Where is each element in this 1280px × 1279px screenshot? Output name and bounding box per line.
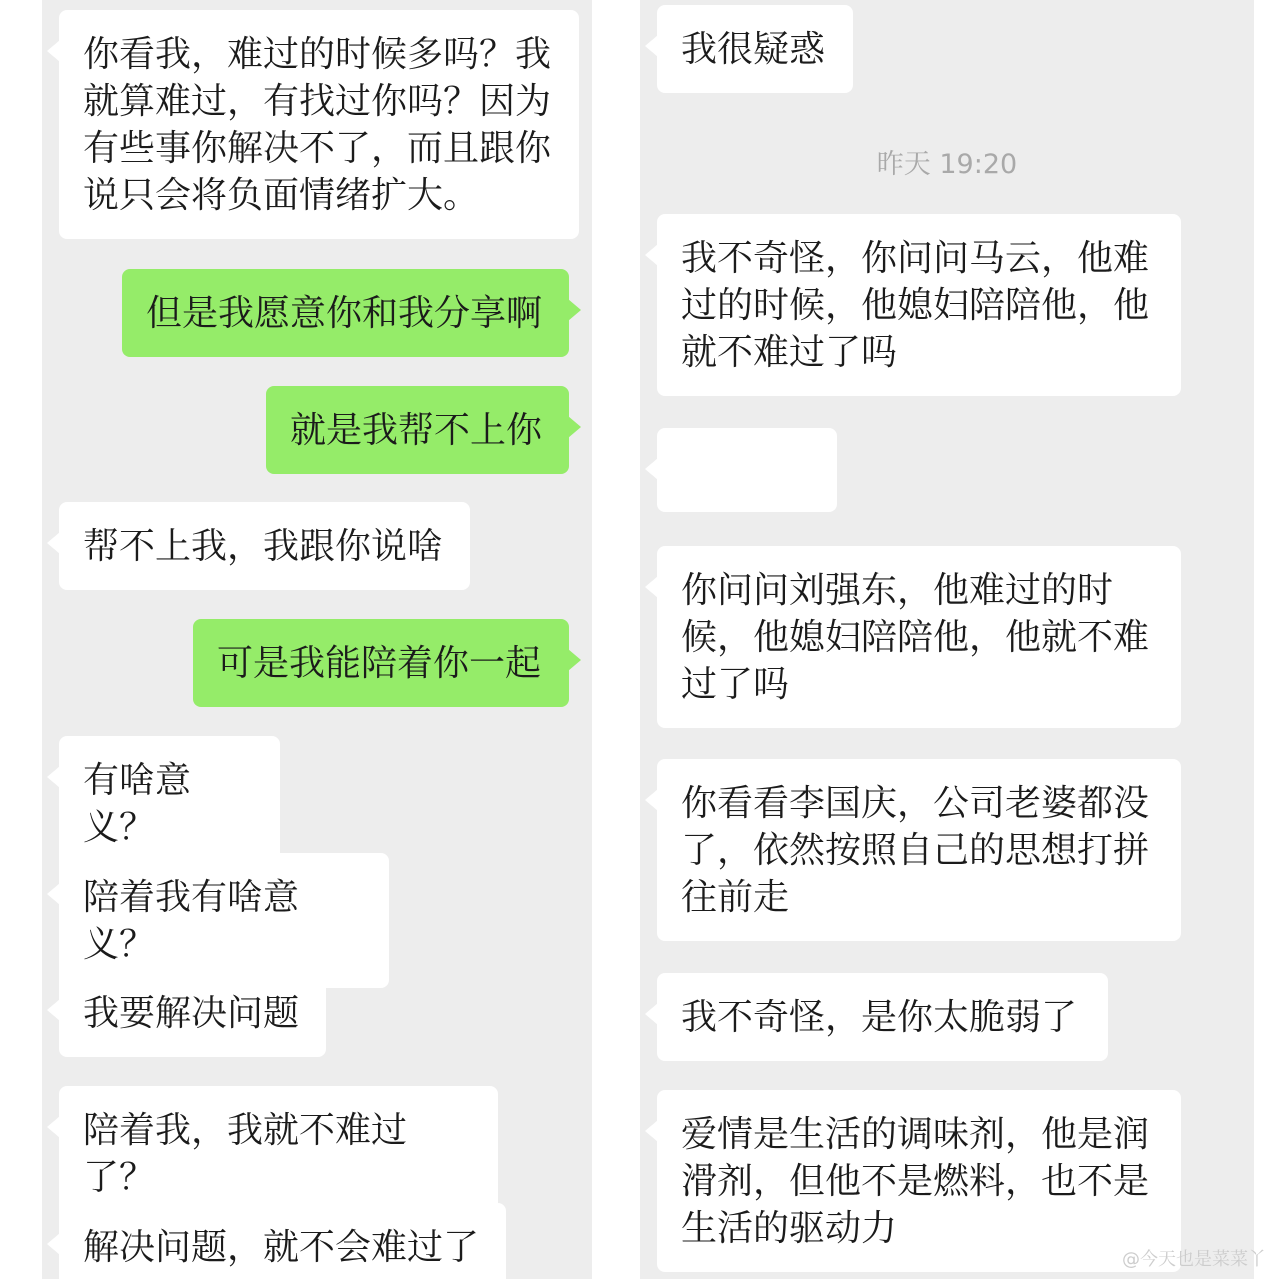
message-bubble-incoming[interactable]: 解决问题，就不会难过了 <box>59 1203 506 1279</box>
message-bubble-outgoing[interactable]: 就是我帮不上你 <box>266 386 569 474</box>
message-bubble-incoming[interactable]: 我要解决问题 <box>59 969 326 1057</box>
watermark: @今天也是菜菜丫 <box>1122 1249 1266 1270</box>
chat-timestamp: 昨天 19:20 <box>876 149 1018 180</box>
message-bubble-incoming[interactable]: 你问问刘强东，他难过的时候，他媳妇陪陪他，他就不难过了吗 <box>657 546 1181 728</box>
message-bubble-incoming[interactable]: 有啥意义？ <box>59 736 280 871</box>
message-bubble-incoming[interactable]: 陪着我，我就不难过了？ <box>59 1086 498 1221</box>
message-bubble-incoming[interactable]: 爱情是生活的调味剂，他是润滑剂，但他不是燃料，也不是生活的驱动力 <box>657 1090 1181 1272</box>
message-bubble-incoming[interactable]: 我不奇怪，是你太脆弱了 <box>657 973 1108 1061</box>
message-bubble-incoming[interactable]: 我不奇怪，你问问马云，他难过的时候，他媳妇陪陪他，他就不难过了吗 <box>657 214 1181 396</box>
message-bubble-incoming[interactable]: 陪着我有啥意义？ <box>59 853 389 988</box>
message-bubble-outgoing[interactable]: 可是我能陪着你一起 <box>193 619 569 707</box>
message-bubble-incoming[interactable]: 我很疑惑 <box>657 5 853 93</box>
message-bubble-incoming[interactable]: 帮不上我，我跟你说啥 <box>59 502 470 590</box>
message-bubble-incoming[interactable]: 你看看李国庆，公司老婆都没了，依然按照自己的思想打拼往前走 <box>657 759 1181 941</box>
message-bubble-outgoing[interactable]: 但是我愿意你和我分享啊 <box>122 269 569 357</box>
emoji-message-bubble[interactable] <box>657 428 837 512</box>
left-chat-panel <box>42 0 592 1279</box>
message-bubble-incoming[interactable]: 你看我，难过的时候多吗？我就算难过，有找过你吗？因为有些事你解决不了，而且跟你说只会将负面情绪扩大。 <box>59 10 579 239</box>
right-chat-panel <box>640 0 1254 1279</box>
